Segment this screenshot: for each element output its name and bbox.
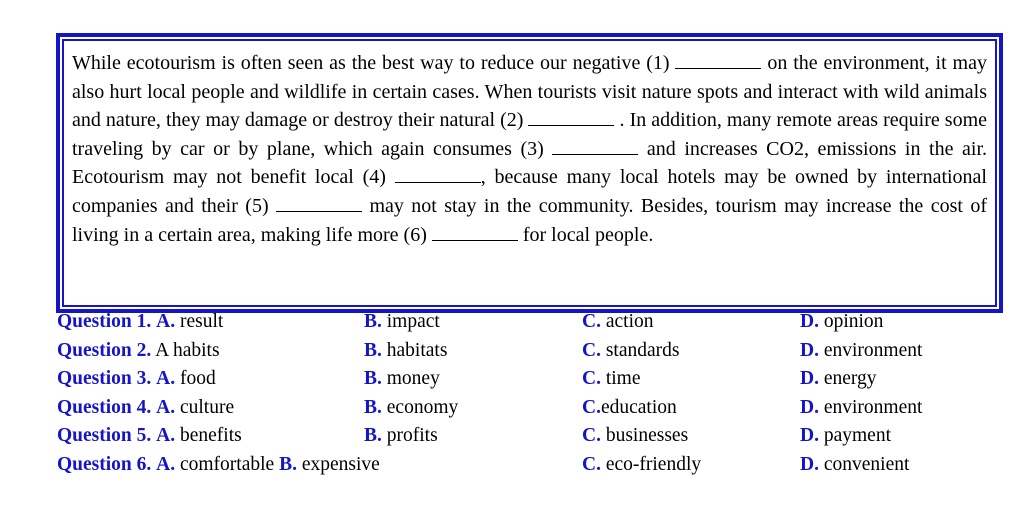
question-row-3 (57, 365, 1017, 394)
option-letter: D. (800, 368, 819, 390)
option-d[interactable] (800, 394, 922, 423)
passage-text (72, 49, 987, 249)
option-a[interactable] (57, 308, 223, 337)
question-row-1 (57, 308, 1017, 337)
option-d[interactable] (800, 422, 891, 451)
option-letter: C. (582, 311, 601, 332)
passage-inner-border (62, 39, 997, 307)
option-letter: A. (156, 425, 176, 447)
option-a[interactable] (57, 422, 242, 451)
option-text: food (179, 368, 216, 390)
option-text: comfortable (179, 453, 275, 475)
blank-5 (276, 197, 362, 212)
option-d[interactable] (800, 337, 922, 366)
option-a[interactable] (57, 451, 380, 480)
blank-4 (395, 168, 481, 183)
option-letter: A. (156, 396, 176, 418)
passage-segment: may not stay in the community. Besides, tourism may increase the cost of living in a certain area, making life more (6) (72, 194, 987, 246)
option-b[interactable] (364, 394, 458, 423)
option-d[interactable] (800, 365, 877, 394)
option-letter: C. (582, 425, 601, 447)
option-c[interactable] (582, 394, 677, 423)
option-letter: D. (800, 396, 819, 418)
option-text: businesses (605, 425, 689, 447)
question-label: Question 3. (57, 368, 152, 390)
option-d[interactable] (800, 451, 909, 480)
option-text: culture (179, 396, 235, 418)
option-b[interactable] (364, 308, 440, 337)
option-letter: A. (156, 453, 176, 475)
option-text: convenient (823, 453, 910, 475)
question-row-4 (57, 394, 1017, 423)
blank-2 (528, 111, 614, 126)
option-text: action (605, 311, 654, 332)
option-letter: D. (800, 453, 819, 475)
passage-segment: and increases CO2, emissions in the air. Ecotourism may not benefit local (4) (72, 137, 988, 189)
option-text: habits (172, 339, 220, 361)
option-text: environment (823, 339, 923, 361)
option-letter: B. (364, 311, 382, 332)
option-b[interactable] (364, 365, 440, 394)
option-a[interactable] (57, 394, 234, 423)
option-text: economy (386, 396, 459, 418)
option-text: time (605, 368, 641, 390)
option-letter: C. (582, 368, 601, 390)
option-letter: C. (582, 453, 601, 475)
question-label: Question 4. (57, 396, 152, 418)
option-b[interactable] (364, 422, 438, 451)
option-letter: B. (364, 368, 382, 390)
option-letter: B. (364, 425, 382, 447)
option-d[interactable] (800, 308, 883, 337)
option-text: environment (823, 396, 923, 418)
option-text: education (600, 396, 677, 418)
option-c[interactable] (582, 422, 688, 451)
option-letter: A. (156, 311, 176, 332)
question-row-6 (57, 451, 1017, 480)
option-letter: D. (800, 311, 819, 332)
option-text: result (179, 311, 224, 332)
option-letter: C. (582, 339, 601, 361)
option-letter: D. (800, 339, 819, 361)
option-c[interactable] (582, 308, 654, 337)
option-letter: B. (364, 396, 382, 418)
option-letter: D. (800, 425, 819, 447)
option-c[interactable] (582, 337, 680, 366)
option-text: money (386, 368, 440, 390)
option-a[interactable] (57, 365, 216, 394)
question-row-5 (57, 422, 1017, 451)
option-b[interactable] (364, 337, 447, 366)
option-text: payment (823, 425, 891, 447)
question-label: Question 2. (57, 339, 152, 361)
question-label: Question 5. (57, 425, 152, 447)
option-text: eco-friendly (605, 453, 702, 475)
blank-1 (675, 54, 761, 69)
option-text: habitats (386, 339, 448, 361)
option-letter: C. (582, 396, 601, 418)
passage-segment: . In addition, many remote areas require some traveling by car or by plane, which again consumes (3) (72, 109, 988, 160)
passage-box (56, 33, 1003, 313)
option-letter: A (155, 339, 169, 361)
question-label: Question 6. (57, 453, 152, 475)
option-c[interactable] (582, 365, 641, 394)
question-row-2 (57, 337, 1017, 366)
passage-segment: for local people. (517, 223, 654, 246)
option-text: profits (386, 425, 438, 447)
question-label: Question 1. (57, 311, 152, 332)
option-text: impact (386, 311, 440, 332)
blank-6 (432, 226, 518, 241)
option-text: expensive (301, 453, 380, 475)
option-text: standards (605, 339, 680, 361)
passage-segment: on the environment, it may also hurt local people and wildlife in certain cases. When tourists visit nature spots and interact with wild animals and nature, they may damage or destroy their natural (2) (72, 52, 987, 132)
option-text: benefits (179, 425, 242, 447)
passage-segment: , because many local hotels may be owned by international companies and their (5) (72, 166, 987, 217)
option-c[interactable] (582, 451, 701, 480)
option-letter: B. (279, 453, 297, 475)
option-text: energy (823, 368, 877, 390)
passage-segment: While ecotourism is often seen as the best way to reduce our negative (1) (72, 52, 676, 74)
question-list (57, 308, 1017, 480)
option-text: opinion (823, 311, 884, 332)
option-letter: B. (364, 339, 382, 361)
option-letter: A. (156, 368, 176, 390)
option-a[interactable] (57, 337, 220, 366)
blank-3 (552, 140, 638, 155)
